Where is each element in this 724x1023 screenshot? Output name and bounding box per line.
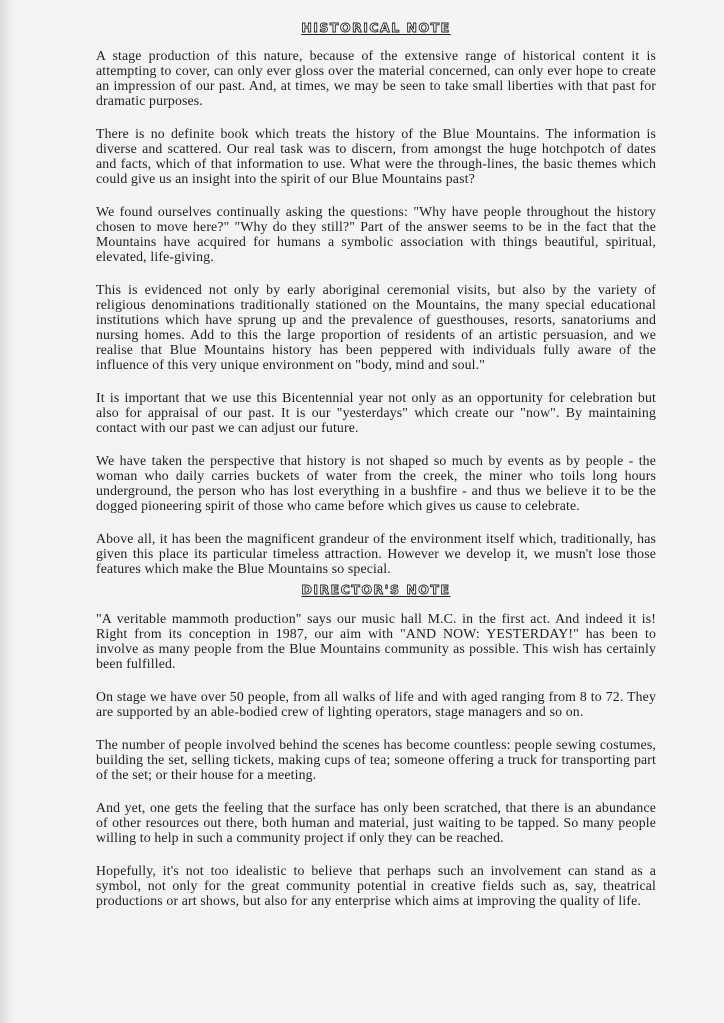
directors-note-heading: DIRECTOR'S NOTE [301, 582, 451, 597]
page-content [96, 20, 656, 908]
paragraph: There is no definite book which treats the history of the Blue Mountains. The information is diverse and scattered. Our real task was to discern, from amongst the huge hotchpotch of dates and facts, which of that information to use. What were the through-lines, the basic themes which could give us an insight into the spirit of our Blue Mountains past? [96, 126, 656, 186]
paragraph: Hopefully, it's not too idealistic to believe that perhaps such an involvement can stand as a symbol, not only for the great community potential in creative fields such as, say, theatrical productions or art shows, but also for any enterprise which aims at improving the quality of life. [96, 863, 656, 908]
historical-note-heading: HISTORICAL NOTE [301, 20, 451, 35]
paragraph: "A veritable mammoth production" says our music hall M.C. in the first act. And indeed it is! Right from its conception in 1987, our aim with "AND NOW: YESTERDAY!" has been to involve as many people from the Blue Mountains community as possible. This wish has certainly been fulfilled. [96, 611, 656, 671]
paragraph: The number of people involved behind the scenes has become countless: people sewing costumes, building the set, selling tickets, making cups of tea; someone offering a truck for transporting part of the set; or their house for a meeting. [96, 737, 656, 782]
paragraph: We found ourselves continually asking the questions: "Why have people throughout the history chosen to move here?" "Why do they still?" Part of the answer seems to be in the fact that the Mountains have acquired for humans a symbolic association with things beautiful, spiritual, elevated, life-giving. [96, 204, 656, 264]
paragraph: A stage production of this nature, because of the extensive range of historical content it is attempting to cover, can only ever gloss over the material concerned, can only ever hope to create an impression of our past. And, at times, we may be seen to take small liberties with that past for dramatic purposes. [96, 48, 656, 108]
paragraph: On stage we have over 50 people, from all walks of life and with aged ranging from 8 to 72. They are supported by an able-bodied crew of lighting operators, stage managers and so on. [96, 689, 656, 719]
directors-note-section [96, 611, 656, 908]
historical-note-section [96, 48, 656, 576]
paragraph: And yet, one gets the feeling that the surface has only been scratched, that there is an abundance of other resources out there, both human and material, just waiting to be tapped. So many people willing to help in such a community project if only they can be reached. [96, 800, 656, 845]
paragraph: It is important that we use this Bicentennial year not only as an opportunity for celebration but also for appraisal of our past. It is our "yesterdays" which create our "now". By maintaining contact with our past we can adjust our future. [96, 390, 656, 435]
paragraph: This is evidenced not only by early aboriginal ceremonial visits, but also by the variety of religious denominations traditionally stationed on the Mountains, the many special educational institutions which have sprung up and the prevalence of guesthouses, resorts, sanatoriums and nursing homes. Add to this the large proportion of residents of an artistic persuasion, and we realise that Blue Mountains history has been peppered with individuals fully aware of the influence of this very unique environment on "body, mind and soul." [96, 282, 656, 372]
paragraph: We have taken the perspective that history is not shaped so much by events as by people - the woman who daily carries buckets of water from the creek, the miner who toils long hours underground, the person who has lost everything in a bushfire - and thus we believe it to be the dogged pioneering spirit of those who came before which gives us cause to celebrate. [96, 453, 656, 513]
paragraph: Above all, it has been the magnificent grandeur of the environment itself which, traditionally, has given this place its particular timeless attraction. However we develop it, we musn't lose those features which make the Blue Mountains so special. [96, 531, 656, 576]
